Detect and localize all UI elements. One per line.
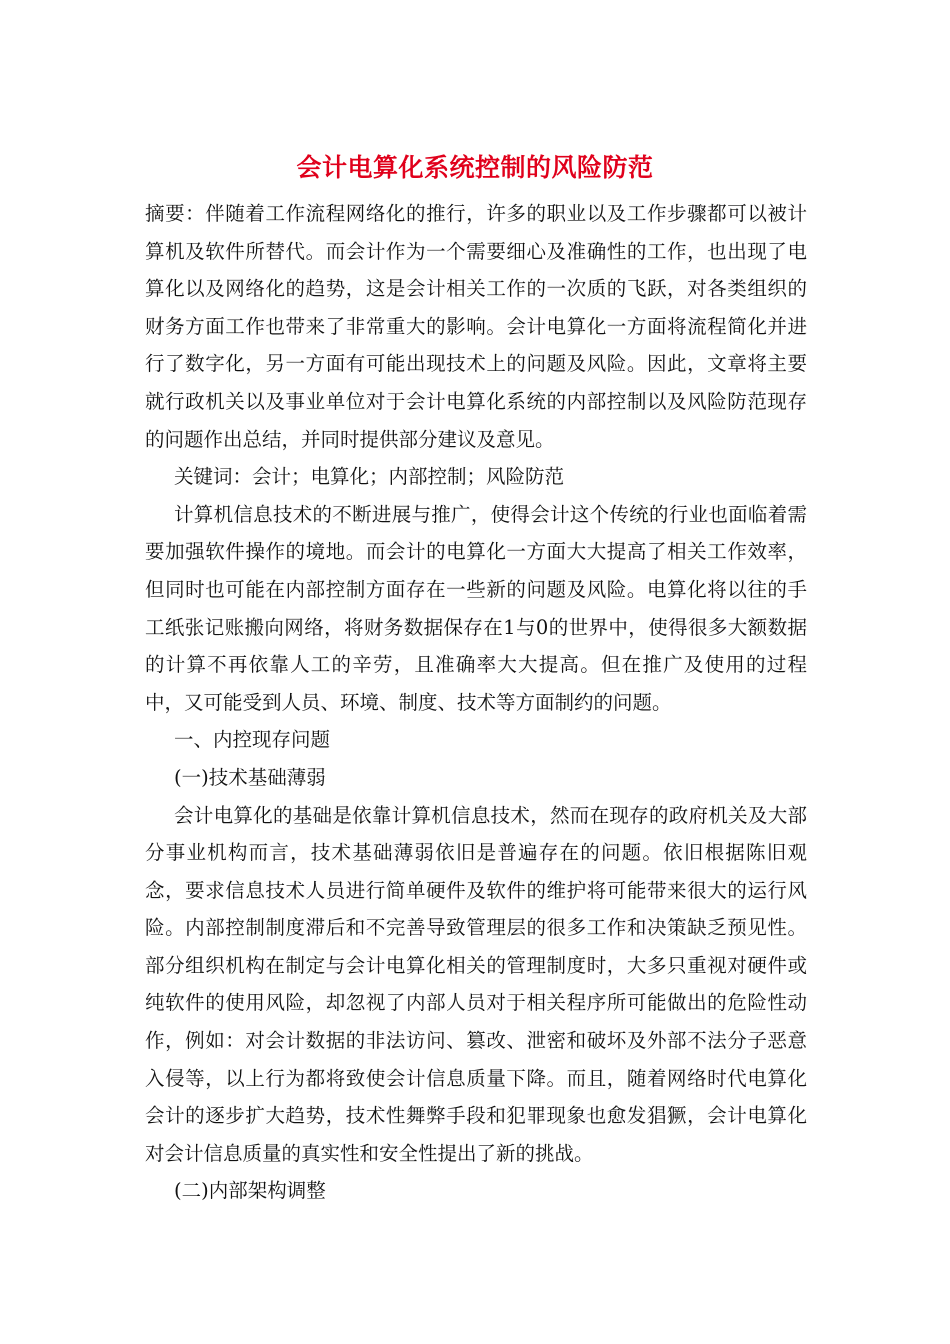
abstract-paragraph: 摘要：伴随着工作流程网络化的推行，许多的职业以及工作步骤都可以被计算机及软件所替代。而会计作为一个需要细心及准确性的工作，也出现了电算化以及网络化的趋势，这是会计相关工作的一次质的飞跃，对各类组织的财务方面工作也带来了非常重大的影响。会计电算化一方面将流程简化并进行了数字化，另一方面有可能出现技术上的问题及风险。因此，文章将主要就行政机关以及事业单位对于会计电算化系统的内部控制以及风险防范现存的问题作出总结，并同时提供部分建议及意见。 (145, 202, 807, 451)
intro-paragraph: 计算机信息技术的不断进展与推广，使得会计这个传统的行业也面临着需要加强软件操作的境地。而会计的电算化一方面大大提高了相关工作效率，但同时也可能在内部控制方面存在一些新的问题及风险。电算化将以往的手工纸张记账搬向网络，将财务数据保存在1与0的世界中，使得很多大额数据的计算不再依靠人工的辛劳，且准确率大大提高。但在推广及使用的过程中，又可能受到人员、环境、制度、技术等方面制约的问题。 (145, 502, 807, 714)
section-heading-1: 一、内控现存问题 (174, 728, 331, 752)
subsection-heading-2: (二)内部架构调整 (174, 1179, 326, 1203)
keywords-paragraph: 关键词：会计；电算化；内部控制；风险防范 (174, 465, 565, 489)
subsection-1-paragraph: 会计电算化的基础是依靠计算机信息技术，然而在现存的政府机关及大部分事业机构而言，技术基础薄弱依旧是普遍存在的问题。依旧根据陈旧观念，要求信息技术人员进行简单硬件及软件的维护将可能带来很大的运行风险。内部控制制度滞后和不完善导致管理层的很多工作和决策缺乏预见性。部分组织机构在制定与会计电算化相关的管理制度时，大多只重视对硬件或纯软件的使用风险，却忽视了内部人员对于相关程序所可能做出的危险性动作，例如：对会计数据的非法访问、篡改、泄密和破坏及外部不法分子恶意入侵等，以上行为都将致使会计信息质量下降。而且，随着网络时代电算化会计的逐步扩大趋势，技术性舞弊手段和犯罪现象也愈发猖獗，会计电算化对会计信息质量的真实性和安全性提出了新的挑战。 (145, 803, 807, 1165)
subsection-heading-1: (一)技术基础薄弱 (174, 765, 326, 789)
document-title: 会计电算化系统控制的风险防范 (296, 153, 654, 182)
document-body (145, 195, 807, 1210)
